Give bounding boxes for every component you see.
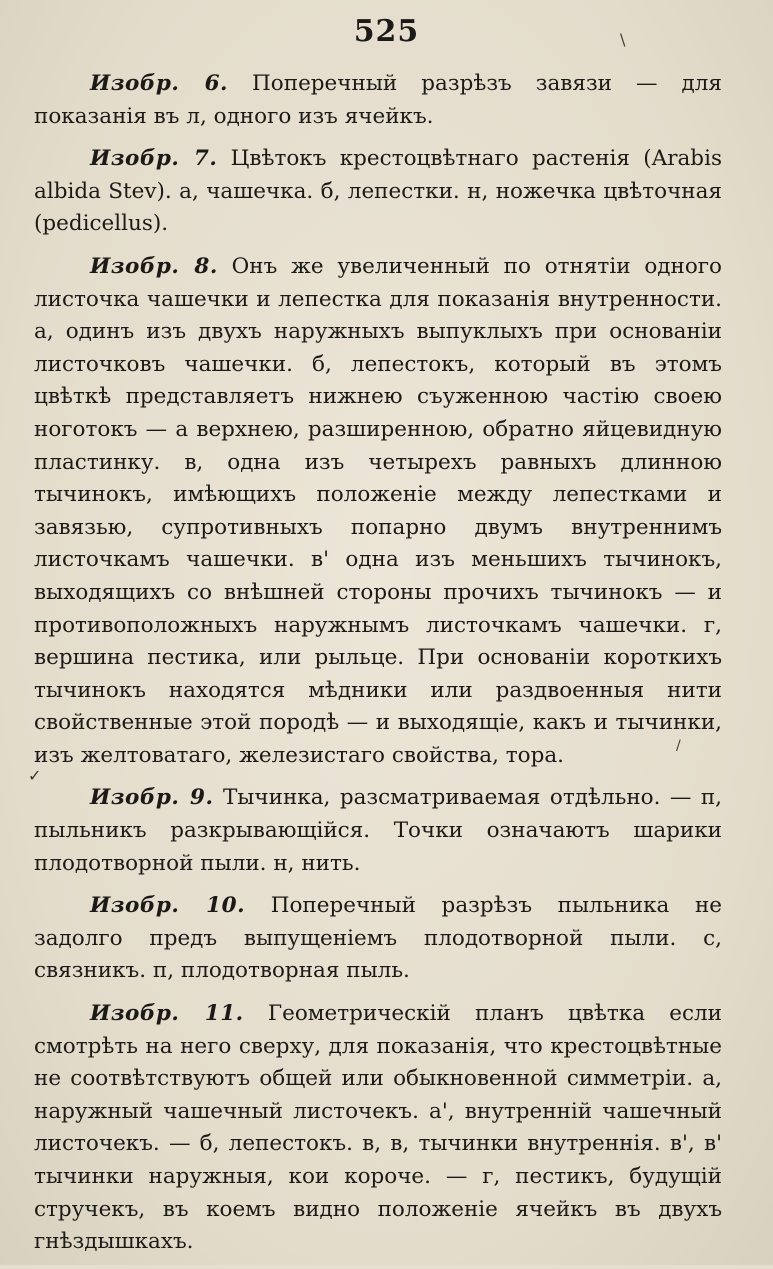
stray-ink-mark-top: \ [620, 30, 626, 49]
caption-figure-9 [34, 782, 722, 880]
caption-text: Поперечный разрѣзъ пыльника не задолго предъ выпущеніемъ плодотворной пыли. с, связникъ. п, плодотворная пыль. [34, 893, 722, 984]
caption-figure-10 [34, 890, 722, 988]
stray-ink-mark-mid: / [676, 738, 681, 754]
page-number: 525 [353, 14, 420, 49]
caption-label: Изобр. 11. [90, 1001, 244, 1027]
caption-text: Цвѣтокъ крестоцвѣтнаго растенія (Arabis albida Stev). а, чашечка. б, лепестки. н, ножечка цвѣточная (pedicellus). [34, 146, 722, 237]
caption-text: Поперечный разрѣзъ завязи — для показанія въ л, одного изъ ячейкъ. [34, 71, 722, 129]
stray-ink-mark-left: ✓ [28, 766, 42, 785]
caption-label: Изобр. 8. [90, 253, 218, 279]
caption-label: Изобр. 6. [90, 71, 229, 96]
caption-label: Изобр. 7. [90, 146, 218, 172]
caption-figure-6 [34, 68, 722, 133]
caption-text: Геометрическій планъ цвѣтка если смотрѣть на него сверху, для показанія, что крестоцвѣтные не соотвѣтствуютъ общей или обыкновенной симметріи. а, наружный чашечный листочекъ. а', внутренній чашечный листочекъ. — б, лепестокъ. в, в, тычинки внутреннія. в', в' тычинки наружныя, кои короче. — г, пестикъ, будущій стручекъ, въ коемъ видно положеніе ячейкъ въ двухъ гнѣздышкахъ. [34, 1001, 722, 1255]
caption-figure-7 [34, 143, 722, 241]
figure-captions [34, 68, 722, 1269]
caption-figure-11 [34, 998, 722, 1259]
caption-label: Изобр. 9. [90, 785, 214, 811]
caption-figure-8 [34, 251, 722, 773]
caption-label: Изобр. 10. [90, 893, 246, 919]
caption-text: Тычинка, разсматриваемая отдѣльно. — п, пыльникъ разкрывающійся. Точки означаютъ шарики плодотворной пыли. н, нить. [34, 785, 723, 876]
caption-text: Онъ же увеличенный по отнятіи одного листочка чашечки и лепестка для показанія внутренности. а, одинъ изъ двухъ наружныхъ выпуклыхъ при основаніи листочковъ чашечки. б, лепестокъ, который въ этомъ цвѣткѣ представляетъ нижнею съуженною частію своею ноготокъ — а верхнею, разширенною, обратно яйцевидную пластинку. в, одна изъ четырехъ равныхъ длинною тычинокъ, имѣющихъ положеніе между лепестками и завязью, супротивныхъ попарно двумъ внутреннимъ листочкамъ чашечки. в' одна изъ меньшихъ тычинокъ, выходящихъ со внѣшней стороны прочихъ тычинокъ — и противоположныхъ наружнымъ листочкамъ чашечки. г, вершина пестика, или рыльце. При основаніи короткихъ тычинокъ находятся мѣдники или раздвоенныя нити свойственные этой породѣ — и выходящіе, какъ и тычинки, изъ желтоватаго, железистаго свойства, тора. [34, 253, 722, 768]
